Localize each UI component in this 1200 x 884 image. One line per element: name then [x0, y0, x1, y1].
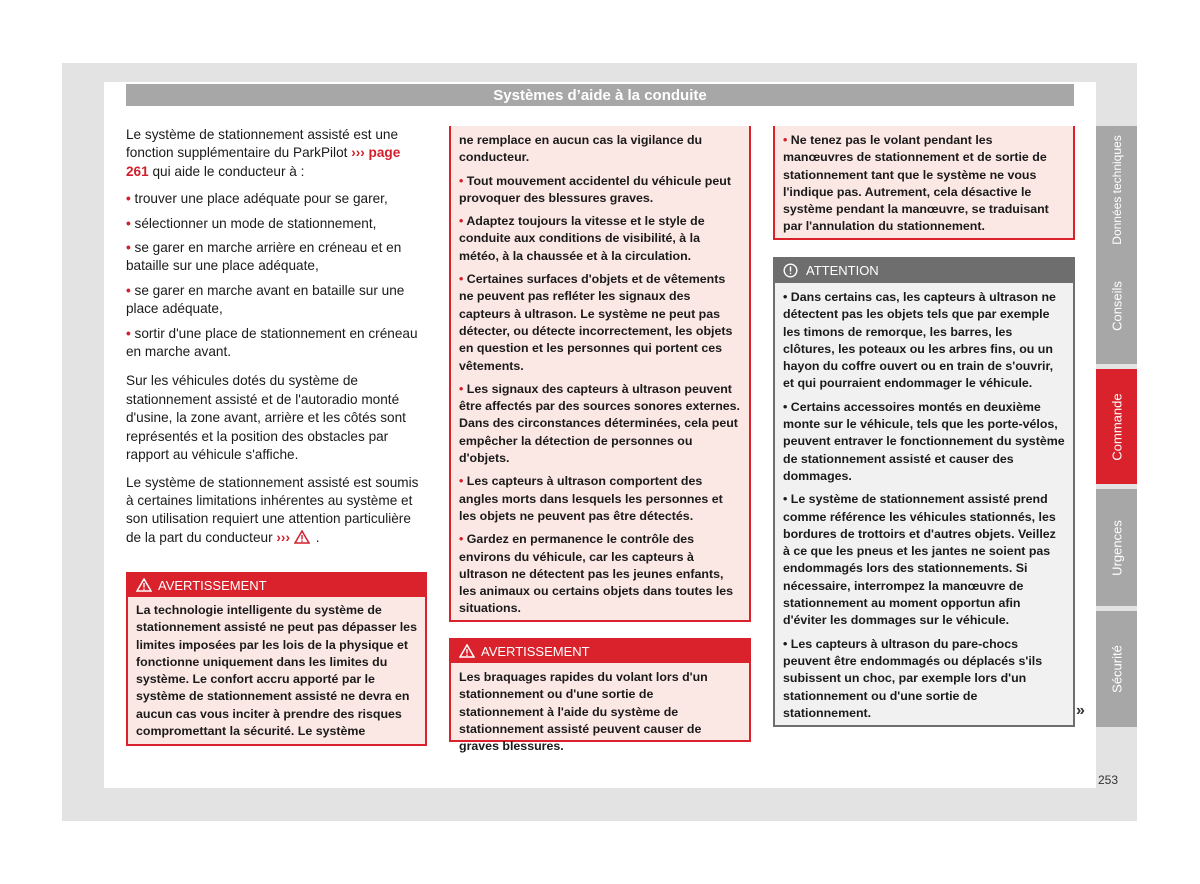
bullet-icon: •	[783, 133, 788, 147]
attention-box	[773, 257, 1075, 727]
list-item-text: Dans certains cas, les capteurs à ultrason ne détectent pas les objets tels que par exemple les timons de remorque, les barres, les clôtures, les poteaux ou les arbres fins, ou un hayon du coffre ouvert ou en train de s'ouvrir, et qui pourraient endommager le véhicule.	[783, 290, 1056, 391]
bullet-icon: •	[126, 191, 131, 207]
list-item-text: Les capteurs à ultrason comportent des angles morts dans lesquels les personnes et les objets ne peuvent pas être détectés.	[459, 474, 723, 523]
attention-info-icon	[783, 263, 798, 278]
warning-triangle-icon	[136, 578, 152, 592]
page-ref-link[interactable]: page 261	[126, 145, 401, 179]
column-1	[126, 126, 426, 556]
bullet-icon: •	[459, 474, 464, 489]
tab-securite[interactable]	[1096, 611, 1137, 727]
list-item	[783, 132, 1065, 236]
list-item	[459, 173, 741, 208]
warning-box-body: Les braquages rapides du volant lors d'un stationnement ou d'une sortie de stationnement à l'aide du système de stationnement assisté peuvent causer de graves blessures.	[459, 670, 708, 754]
list-item-text: se garer en marche avant en bataille sur une place adéquate,	[126, 282, 405, 317]
list-item: • Le système de stationnement assisté prend comme référence les véhicules stationnés, les bordures de trottoirs et d'autres objets. Veillez à ce que les pneus et les jantes ne soient pas endommagés lors des stationnements. Si nécessaire, interrompez la manœuvre de stationnement au moment opportun afin d'éviter les dommages sur le véhicule.	[783, 492, 1056, 628]
list-item-text: sélectionner un mode de stationnement,	[134, 215, 377, 231]
list-item	[459, 271, 741, 375]
tab-urgences[interactable]	[1096, 489, 1137, 606]
attention-box-header	[775, 259, 1073, 283]
warning-box-1	[126, 572, 427, 746]
list-item-text: se garer en marche arrière en créneau et en bataille sur une place adéquate,	[126, 240, 402, 274]
section-header: Systèmes d’aide à la conduite	[126, 84, 1074, 106]
limitations-text: Le système de stationnement assisté est soumis à certaines limitations inhérentes au système et son utilisation requiert une attention particulière de la part du conducteur	[126, 474, 419, 545]
list-item	[459, 213, 741, 265]
warning-continuation-box	[449, 126, 751, 622]
bullet-icon: •	[126, 240, 131, 256]
bullet-icon: •	[459, 272, 464, 287]
list-item-text: Ne tenez pas le volant pendant les manœuvres de stationnement et de sortie de stationnement tant que le système ne vous l'indique pas. Autrement, cela désactive le système pendant la manœuvre, se traduisant par l'annulation du stationnement.	[783, 133, 1049, 234]
continue-marker: »	[1076, 702, 1085, 719]
warning-box-body: La technologie intelligente du système de stationnement assisté ne peut pas dépasser les limites imposées par les lois de la physique et fonctionne uniquement dans les limites du système. Le confort accru apporté par le système de stationnement assisté ne devra en aucun cas vous inciter à prendre des risques compromettant la sécurité. Le système	[136, 603, 417, 739]
list-item-text: Les capteurs à ultrason du pare-chocs peuvent être endommagés ou déplacés s'ils subissent un choc, par exemple lors d'un stationnement ou d'une sortie de stationnement.	[783, 636, 1043, 720]
warning-continuation-body	[451, 126, 749, 628]
tab-label: Conseils	[1109, 281, 1124, 331]
list-item: • Dans certains cas, les capteurs à ultrason ne détectent pas les objets tels que par exemple les timons de remorque, les barres, les clôtures, les poteaux ou les arbres fins, ou un hayon du coffre ouvert ou en train de s'ouvrir, et qui pourraient endommager le véhicule.	[783, 290, 1056, 391]
paragraph-limitations: Le système de stationnement assisté est soumis à certaines limitations inhérentes au système et son utilisation requiert une attention particulière de la part du conducteur ››› .	[126, 474, 419, 545]
bullet-icon: •	[459, 173, 464, 188]
intro-text-end: qui aide le conducteur à :	[148, 163, 305, 179]
list-item-text: Certaines surfaces d'objets et de vêtements ne peuvent pas refléter les signaux des capteurs à ultrason. Le système ne peut pas détecter, ou détecte incorrectement, les objets en question et les personnes qui portent ces vêtements.	[459, 272, 733, 373]
page-number: 253	[1098, 773, 1119, 787]
list-item: • Certains accessoires montés en deuxième monte sur le véhicule, tels que les porte-vélos, peuvent entraver le fonctionnement du système de stationnement assisté et causer des dommages.	[783, 399, 1065, 483]
warning-box-header	[128, 574, 425, 597]
warning-ref-arrow[interactable]: ›››	[276, 529, 290, 545]
list-item-text: Tout mouvement accidentel du véhicule peut provoquer des blessures graves.	[459, 173, 731, 205]
warning-lead: ne remplace en aucun cas la vigilance du conducteur.	[459, 133, 703, 165]
list-item-text: sortir d'une place de stationnement en créneau en marche avant.	[126, 325, 418, 360]
list-item-text: Gardez en permanence le contrôle des environs du véhicule, car les capteurs à ultrason ne détectent pas les jeunes enfants, les animaux ou certains objets dans toutes les situations.	[459, 532, 734, 616]
list-item-text: Certains accessoires montés en deuxième monte sur le véhicule, tels que les porte-vélos, peuvent entraver le fonctionnement du système de stationnement assisté et causer des dommages.	[783, 399, 1065, 483]
list-item	[126, 239, 426, 276]
list-item	[126, 282, 426, 319]
tab-label: Commande	[1109, 392, 1124, 461]
warning-continuation-body	[775, 126, 1073, 246]
list-item-text: Les signaux des capteurs à ultrason peuvent être affectés par des sources sonores externes. Dans des circonstances déterminées, cela peut empêcher la détection de personnes ou d'objets.	[459, 381, 740, 466]
page-ref-arrow[interactable]: ›››	[351, 145, 365, 161]
tab-label: Données techniques	[1109, 134, 1124, 245]
attention-title: ATTENTION	[806, 263, 879, 278]
list-item	[459, 531, 741, 617]
intro-paragraph	[126, 126, 426, 181]
list-item	[126, 325, 426, 362]
tab-commande[interactable]	[1096, 369, 1137, 484]
list-item	[126, 215, 426, 233]
tab-conseils[interactable]	[1096, 248, 1137, 364]
warning-continuation-box-2	[773, 126, 1075, 240]
list-item-text: Le système de stationnement assisté prend comme référence les véhicules stationnés, les bordures de trottoirs et d'autres objets. Veillez à ce que les pneus et les jantes ne soient pas endommagés lors des stationnements. Si nécessaire, interrompez la manœuvre de stationnement au moment opportun afin d'éviter les dommages sur le véhicule.	[783, 492, 1056, 628]
intro-text: Le système de stationnement assisté est une fonction supplémentaire du ParkPilot	[126, 127, 399, 161]
tab-donnees-techniques[interactable]	[1096, 126, 1137, 253]
tab-label: Sécurité	[1109, 645, 1124, 693]
warning-triangle-icon[interactable]	[294, 530, 310, 544]
bullet-icon: •	[459, 214, 464, 229]
warning-box-header	[451, 640, 749, 663]
bullet-icon: •	[126, 215, 131, 231]
paragraph-display: Sur les véhicules dotés du système de stationnement assisté et de l'autoradio monté d'usine, la zone avant, arrière et les côtés sont représentés et la position des obstacles par rapport au véhicule s'affiche.	[126, 373, 406, 463]
list-item-text: Adaptez toujours la vitesse et le style de conduite aux conditions de visibilité, à la météo, à la chaussée et à la circulation.	[459, 214, 705, 263]
bullet-icon: •	[459, 381, 464, 396]
warning-triangle-icon	[459, 644, 475, 658]
warning-box-2	[449, 638, 751, 754]
bullet-icon: •	[126, 325, 131, 341]
warning-title: AVERTISSEMENT	[481, 644, 590, 659]
bullet-icon: •	[459, 532, 464, 547]
tab-label: Urgences	[1109, 519, 1124, 576]
bullet-icon: •	[126, 282, 131, 298]
warning-title: AVERTISSEMENT	[158, 578, 267, 593]
attention-box-body	[775, 283, 1073, 732]
list-item	[126, 190, 426, 208]
list-item	[459, 381, 741, 467]
list-item-text: trouver une place adéquate pour se garer,	[134, 191, 388, 207]
list-item: • Les capteurs à ultrason du pare-chocs peuvent être endommagés ou déplacés s'ils subissent un choc, par exemple lors d'un stationnement ou d'une sortie de stationnement.	[783, 636, 1043, 720]
list-item	[459, 473, 741, 525]
